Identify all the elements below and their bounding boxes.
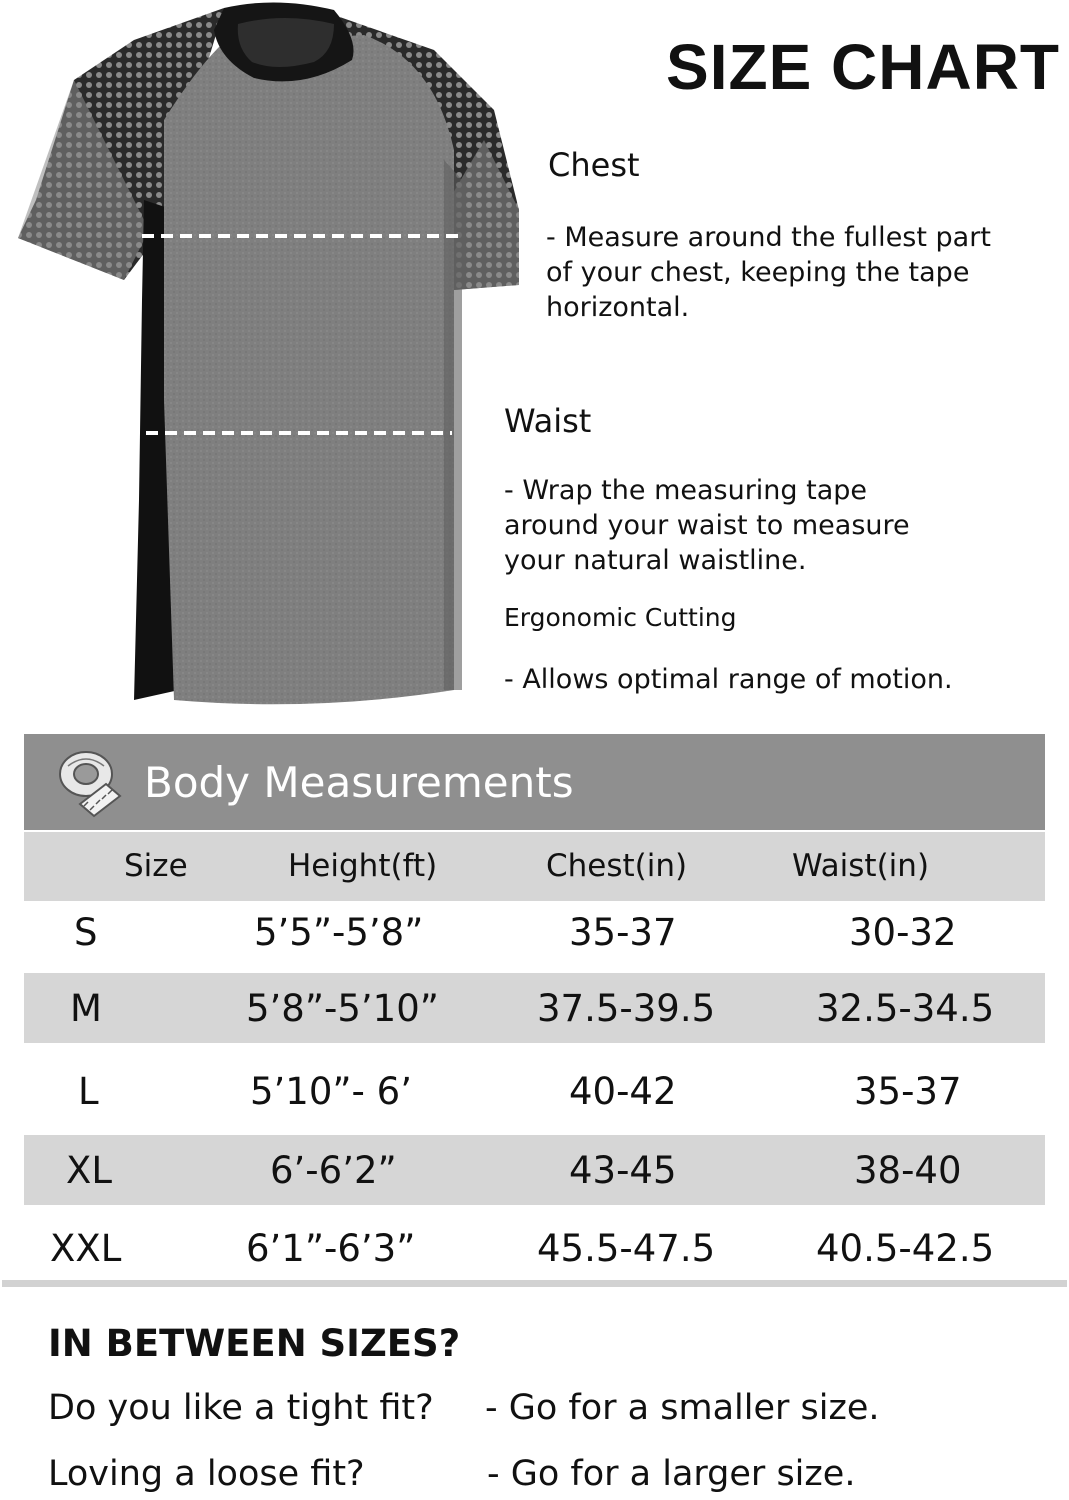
chest-cell: 45.5-47.5 [537, 1227, 716, 1270]
waist-cell: 40.5-42.5 [816, 1227, 995, 1270]
ergonomic-heading: Ergonomic Cutting [504, 603, 737, 632]
size-cell: XXL [50, 1227, 122, 1270]
tight-fit-answer: - Go for a smaller size. [485, 1388, 880, 1428]
size-cell: M [70, 987, 102, 1030]
height-cell: 6’1”-6’3” [246, 1227, 416, 1270]
column-header-waist: Waist(in) [792, 848, 930, 884]
tshirt-illustration [14, 0, 524, 712]
column-header-height: Height(ft) [288, 848, 438, 884]
measuring-tape-icon [54, 744, 124, 820]
table-row [24, 1213, 1045, 1279]
chest-cell: 43-45 [569, 1149, 677, 1192]
waist-cell: 35-37 [854, 1070, 962, 1113]
waist-heading: Waist [504, 402, 592, 440]
waist-cell: 30-32 [849, 911, 957, 954]
waist-description: - Wrap the measuring tape around your waist to measure your natural waistline. [504, 475, 910, 576]
table-row [24, 1057, 1045, 1127]
table-row [24, 1135, 1045, 1205]
in-between-sizes-heading: IN BETWEEN SIZES? [48, 1322, 461, 1365]
chest-cell: 35-37 [569, 911, 677, 954]
height-cell: 6’-6’2” [270, 1149, 397, 1192]
tight-fit-question: Do you like a tight fit? [48, 1388, 434, 1428]
page-title: SIZE CHART [666, 31, 1060, 103]
table-row [24, 973, 1045, 1043]
height-cell: 5’5”-5’8” [254, 911, 424, 954]
chest-heading: Chest [548, 146, 640, 184]
chest-cell: 40-42 [569, 1070, 677, 1113]
table-header-row [24, 832, 1045, 901]
table-row [24, 901, 1045, 971]
size-cell: S [74, 911, 98, 954]
body-measurements-title: Body Measurements [144, 758, 574, 807]
column-header-chest: Chest(in) [546, 848, 688, 884]
chest-cell: 37.5-39.5 [537, 987, 716, 1030]
waist-cell: 32.5-34.5 [816, 987, 995, 1030]
body-measurements-header [24, 734, 1045, 830]
height-cell: 5’10”- 6’ [250, 1070, 412, 1113]
size-cell: XL [66, 1149, 112, 1192]
chest-description: - Measure around the fullest part of your chest, keeping the tape horizontal. [546, 222, 991, 323]
ergonomic-description: - Allows optimal range of motion. [504, 664, 953, 695]
waist-cell: 38-40 [854, 1149, 962, 1192]
table-divider [2, 1280, 1067, 1287]
column-header-size: Size [124, 848, 188, 884]
height-cell: 5’8”-5’10” [246, 987, 439, 1030]
loose-fit-answer: - Go for a larger size. [487, 1454, 856, 1494]
size-cell: L [78, 1070, 99, 1113]
loose-fit-question: Loving a loose fit? [48, 1454, 365, 1494]
